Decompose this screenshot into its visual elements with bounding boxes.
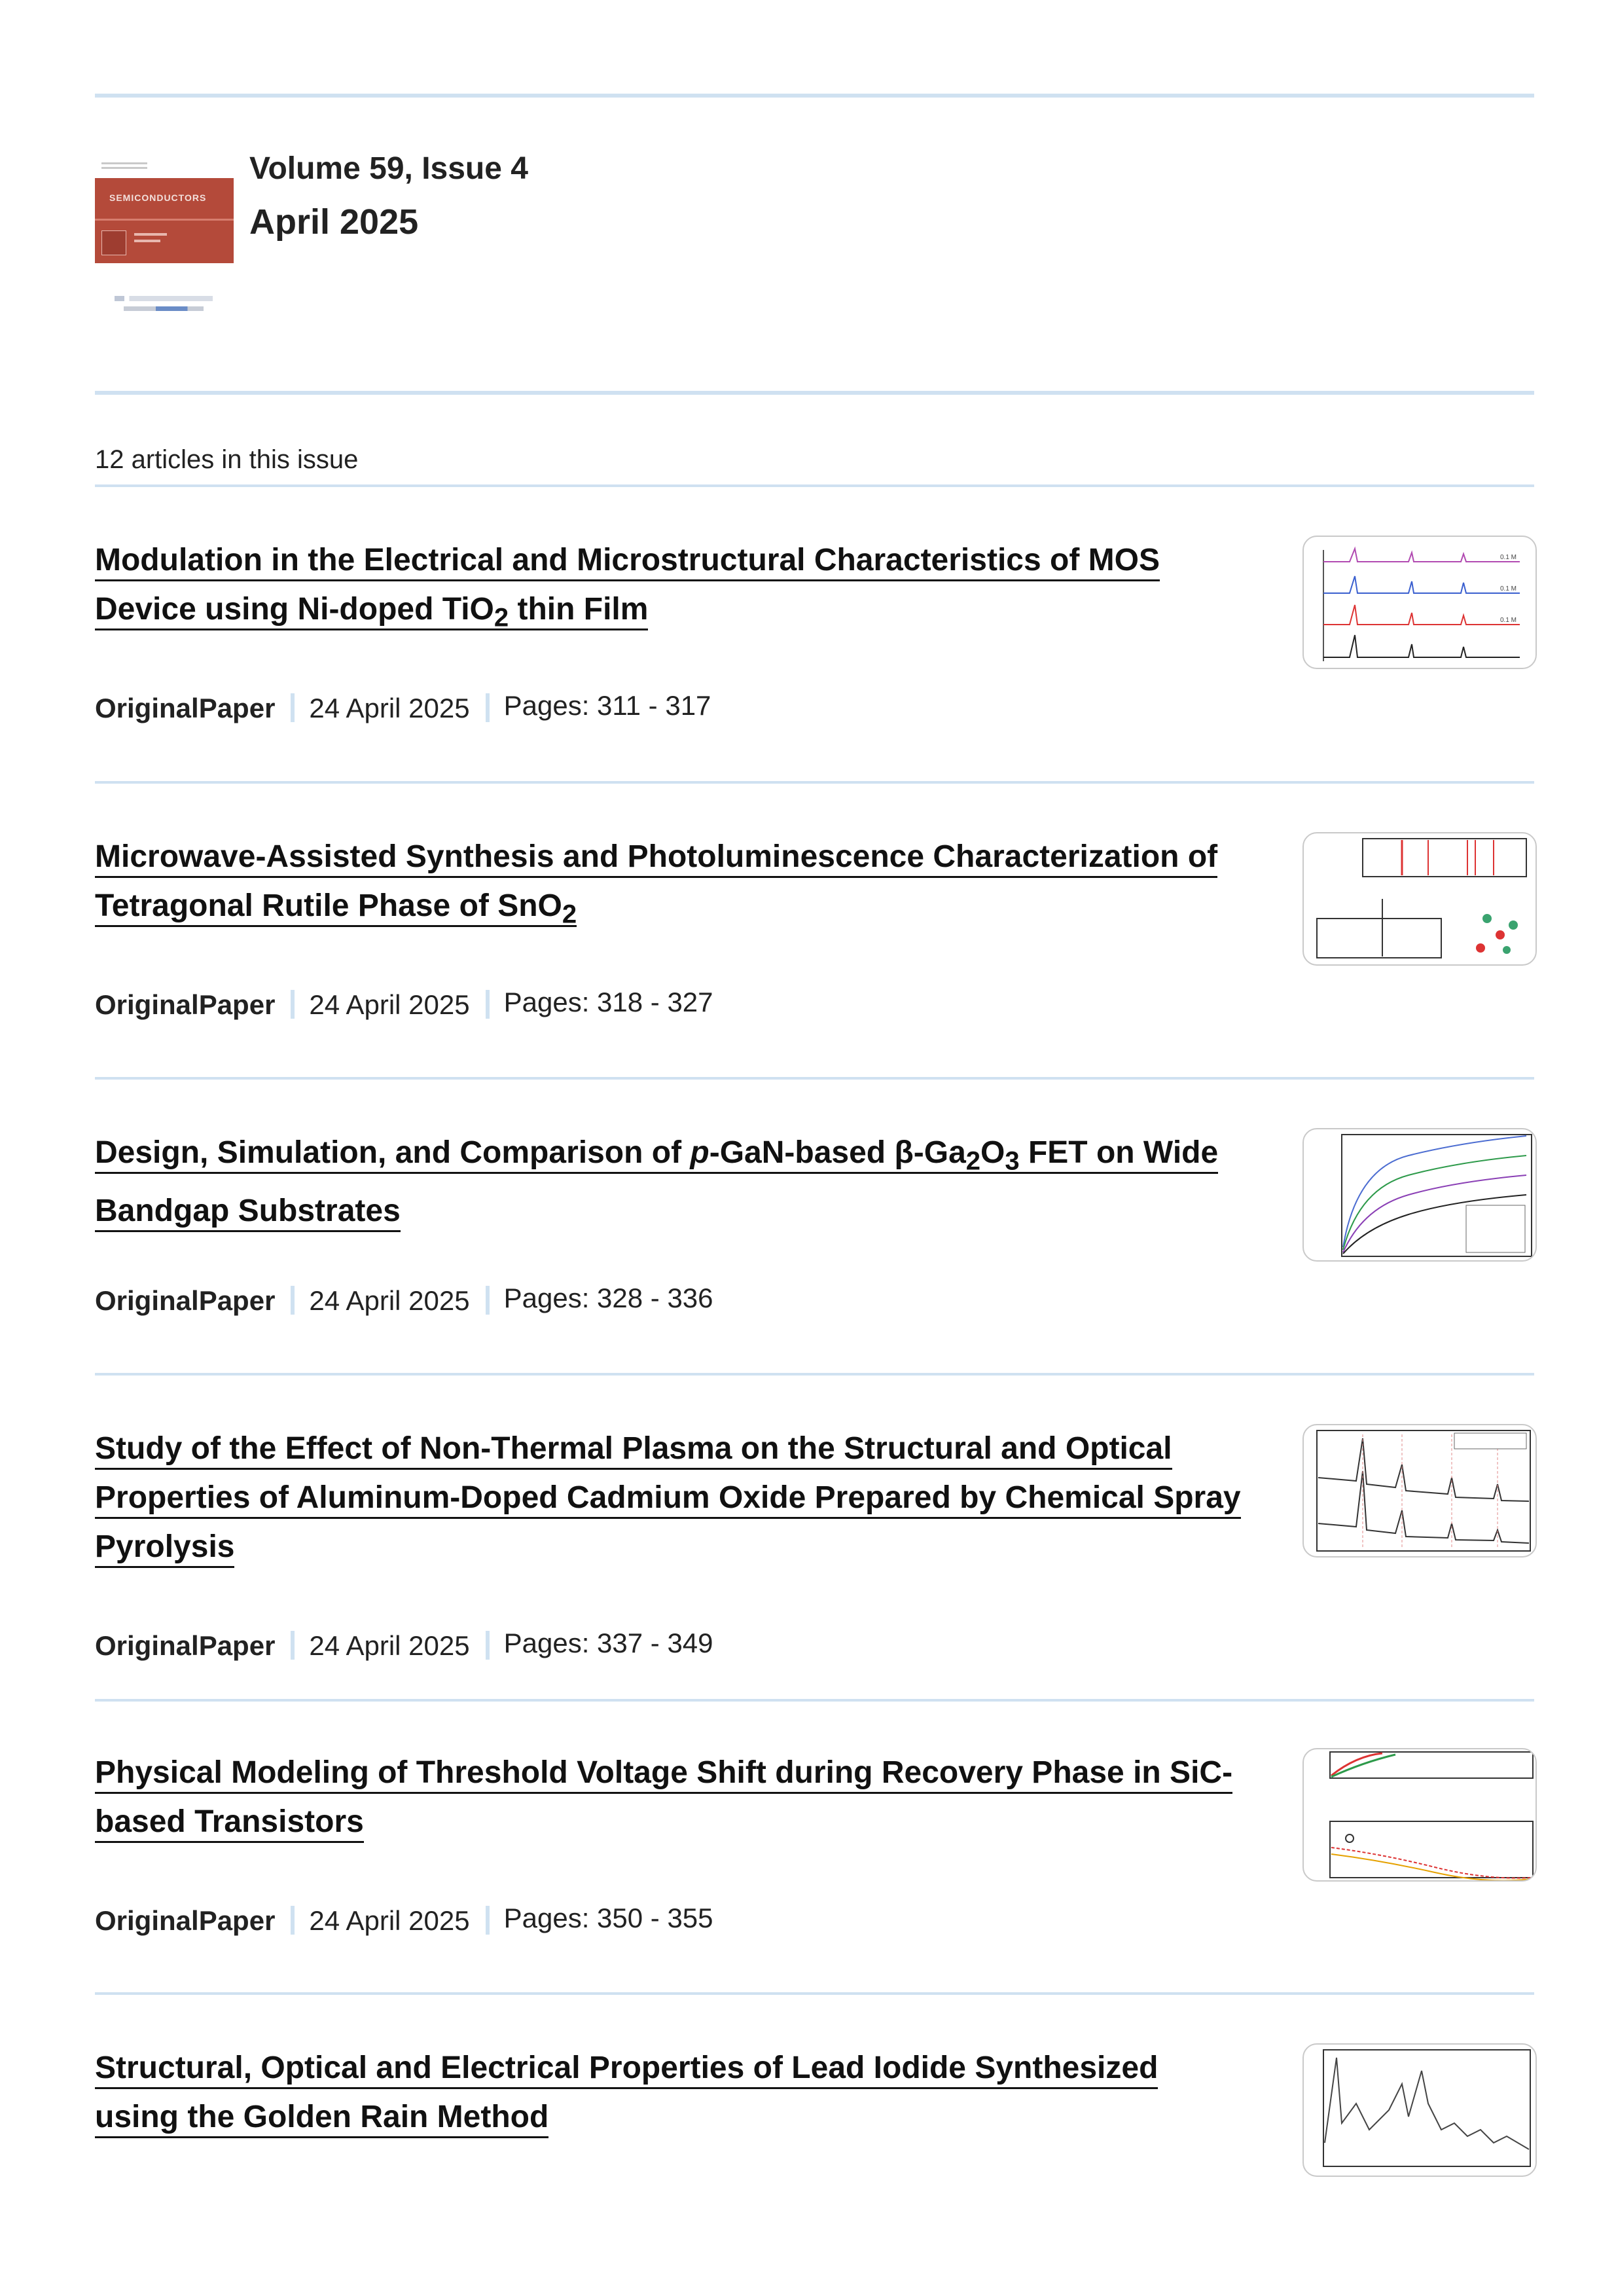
article-meta [95,989,713,1021]
article-type: OriginalPaper [95,989,276,1020]
article-meta [95,1285,713,1317]
article-title-link[interactable]: Structural, Optical and Electrical Properties of Lead Iodide Synthesized using the Golden Rain Method [95,2043,1247,2141]
article-pages: Pages: 311 - 317 [503,690,711,721]
issue-header [95,151,1534,340]
article-date: 24 April 2025 [309,1630,470,1661]
article-divider [95,1077,1534,1080]
svg-text:0.1 M: 0.1 M [1500,554,1517,561]
article-date: 24 April 2025 [309,989,470,1020]
article-thumbnail[interactable] [1302,536,1537,669]
article-title-link[interactable]: Microwave-Assisted Synthesis and Photoluminescence Characterization of Tetragonal Rutile Phase of SnO$_2$ [95,839,1218,929]
article-date: 24 April 2025 [309,1285,470,1316]
issue-volume: Volume 59, Issue 4 [249,151,528,186]
article-divider [95,1699,1534,1702]
article-thumbnail[interactable] [1302,832,1537,966]
cover-title: SEMICONDUCTORS [109,192,207,203]
article-thumbnail[interactable] [1302,1424,1537,1558]
article-thumbnail[interactable] [1302,1128,1537,1262]
article-type: OriginalPaper [95,693,276,723]
article-date: 24 April 2025 [309,1905,470,1936]
article-type: OriginalPaper [95,1630,276,1661]
count-divider [95,484,1534,487]
journal-cover-image[interactable] [95,151,234,327]
article-divider [95,1373,1534,1376]
article-pages: Pages: 350 - 355 [503,1903,713,1933]
article-type: OriginalPaper [95,1905,276,1936]
article-title-link[interactable]: Modulation in the Electrical and Microstructural Characteristics of MOS Device using Ni-doped TiO$_2$ thin Film [95,543,1160,632]
article-meta [95,690,711,725]
article-divider [95,1992,1534,1995]
article-count: 12 articles in this issue [95,445,359,474]
article-thumbnail[interactable] [1302,2043,1537,2177]
top-divider [95,94,1534,98]
article-pages: Pages: 328 - 336 [503,1283,713,1313]
article-pages: Pages: 318 - 327 [503,987,713,1017]
article-title-link[interactable]: Design, Simulation, and Comparison of p-GaN-based $\beta-Ga_2O_3$ FET on Wide Bandgap Substrates [95,1128,1247,1235]
article-title-link[interactable]: Study of the Effect of Non-Thermal Plasma on the Structural and Optical Properties of Aluminum-Doped Cadmium Oxide Prepared by Chemical Spray Pyrolysis [95,1424,1247,1571]
article-thumbnail[interactable] [1302,1748,1537,1882]
article-divider [95,781,1534,784]
issue-date: April 2025 [249,202,419,242]
article-date: 24 April 2025 [309,693,470,723]
svg-text:0.1 M: 0.1 M [1500,617,1517,624]
header-divider [95,391,1534,395]
article-title-link[interactable]: Physical Modeling of Threshold Voltage Shift during Recovery Phase in SiC-based Transistors [95,1748,1247,1846]
article-pages: Pages: 337 - 349 [503,1628,713,1658]
article-meta [95,1905,713,1937]
article-type: OriginalPaper [95,1285,276,1316]
svg-text:0.1 M: 0.1 M [1500,585,1517,592]
article-meta [95,1630,713,1662]
